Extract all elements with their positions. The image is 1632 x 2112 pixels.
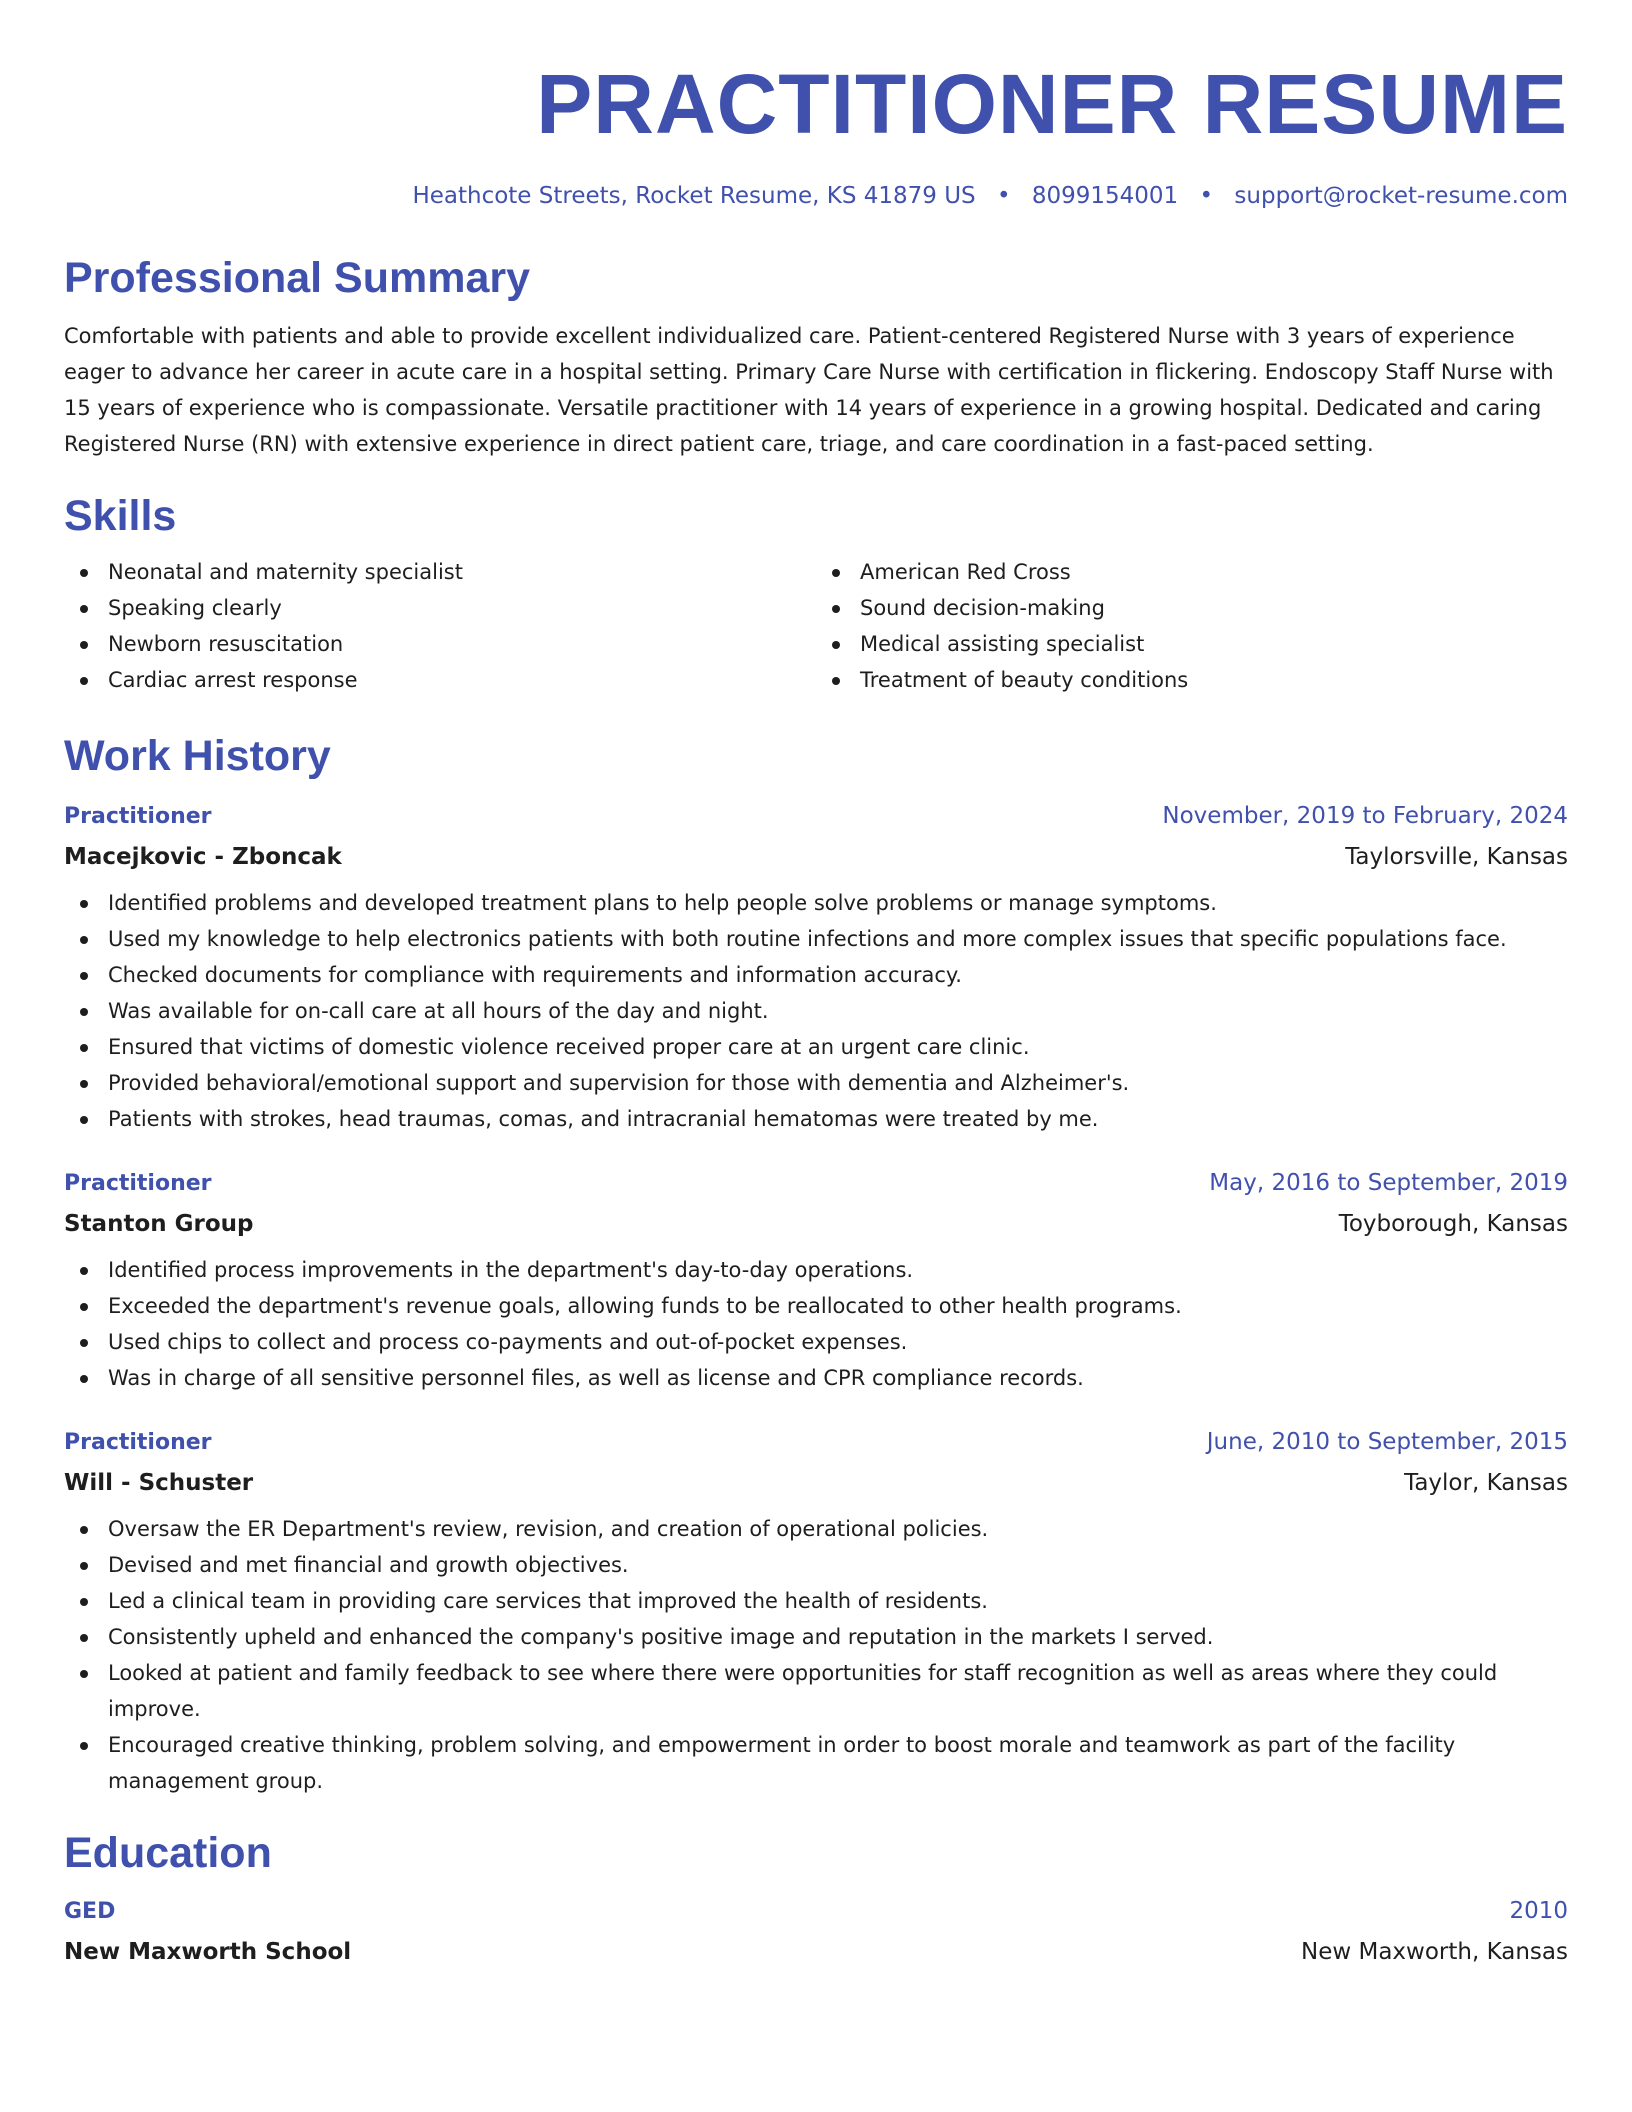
contact-phone: 8099154001 (1031, 183, 1179, 209)
job-bullet: Provided behavioral/emotional support and supervision for those with dementia and Alzheimer's. (64, 1065, 1568, 1101)
job-bullet: Oversaw the ER Department's review, revision, and creation of operational policies. (64, 1511, 1568, 1547)
job-bullet: Devised and met financial and growth objectives. (64, 1547, 1568, 1583)
job-title: Practitioner (64, 1171, 212, 1196)
job-company: Macejkovic - Zboncak (64, 844, 342, 870)
work-history-section (64, 728, 1568, 1799)
skill-item: Sound decision-making (816, 590, 1568, 626)
job-dates: May, 2016 to September, 2019 (1209, 1170, 1568, 1196)
job-title-row (64, 1163, 1568, 1204)
job-bullet: Checked documents for compliance with requirements and information accuracy. (64, 957, 1568, 993)
contact-email: support@rocket-resume.com (1234, 183, 1568, 209)
resume-name: PRACTITIONER RESUME (536, 57, 1568, 151)
job-company-row (64, 1463, 1568, 1503)
job-title: Practitioner (64, 804, 212, 829)
skill-item: Cardiac arrest response (64, 662, 816, 698)
job-bullets (64, 1511, 1568, 1799)
job-company: Stanton Group (64, 1211, 254, 1237)
job-bullet: Used my knowledge to help electronics patients with both routine infections and more complex issues that specific populations face. (64, 921, 1568, 957)
job-entry (64, 796, 1568, 1137)
education-location: New Maxworth, Kansas (1301, 1939, 1568, 1965)
contact-address: Heathcote Streets, Rocket Resume, KS 41879 US (412, 183, 976, 209)
skill-item: Medical assisting specialist (816, 626, 1568, 662)
skill-item: Treatment of beauty conditions (816, 662, 1568, 698)
education-year: 2010 (1509, 1898, 1568, 1924)
education-heading: Education (64, 1829, 272, 1877)
contact-separator: • (1199, 183, 1214, 209)
job-bullets (64, 1252, 1568, 1396)
skills-list-right (816, 554, 1568, 698)
job-entry (64, 1422, 1568, 1799)
skills-grid (64, 554, 1568, 698)
job-entry (64, 1163, 1568, 1396)
education-section (64, 1825, 1568, 1972)
resume-header (64, 0, 1568, 214)
job-bullet: Exceeded the department's revenue goals, allowing funds to be reallocated to other health programs. (64, 1288, 1568, 1324)
contact-line (64, 178, 1568, 214)
job-dates: June, 2010 to September, 2015 (1206, 1429, 1568, 1455)
skill-item: Newborn resuscitation (64, 626, 816, 662)
job-location: Taylorsville, Kansas (1345, 844, 1568, 870)
job-title: Practitioner (64, 1430, 212, 1455)
job-title-row (64, 796, 1568, 837)
job-bullets (64, 885, 1568, 1137)
contact-separator: • (996, 183, 1011, 209)
job-bullet: Patients with strokes, head traumas, comas, and intracranial hematomas were treated by me. (64, 1101, 1568, 1137)
job-bullet: Encouraged creative thinking, problem solving, and empowerment in order to boost morale and teamwork as part of the facility management group. (64, 1727, 1568, 1799)
education-degree-row (64, 1891, 1568, 1932)
skills-heading: Skills (64, 492, 177, 540)
job-dates: November, 2019 to February, 2024 (1162, 803, 1568, 829)
job-bullet: Identified problems and developed treatment plans to help people solve problems or manage symptoms. (64, 885, 1568, 921)
job-company-row (64, 837, 1568, 877)
skill-item: Speaking clearly (64, 590, 816, 626)
job-location: Toyborough, Kansas (1338, 1211, 1568, 1237)
education-school: New Maxworth School (64, 1939, 352, 1965)
job-company: Will - Schuster (64, 1470, 254, 1496)
job-bullet: Identified process improvements in the department's day-to-day operations. (64, 1252, 1568, 1288)
job-bullet: Was available for on-call care at all hours of the day and night. (64, 993, 1568, 1029)
skill-item: American Red Cross (816, 554, 1568, 590)
education-degree: GED (64, 1899, 116, 1924)
skills-section (64, 488, 1568, 698)
summary-heading: Professional Summary (64, 254, 531, 302)
job-bullet: Led a clinical team in providing care services that improved the health of residents. (64, 1583, 1568, 1619)
job-company-row (64, 1204, 1568, 1244)
skill-item: Neonatal and maternity specialist (64, 554, 816, 590)
job-bullet: Looked at patient and family feedback to see where there were opportunities for staff recognition as well as areas where they could improve. (64, 1655, 1568, 1727)
job-bullet: Consistently upheld and enhanced the company's positive image and reputation in the markets I served. (64, 1619, 1568, 1655)
education-entry (64, 1891, 1568, 1972)
skills-list-left (64, 554, 816, 698)
education-school-row (64, 1932, 1568, 1972)
job-bullet: Ensured that victims of domestic violence received proper care at an urgent care clinic. (64, 1029, 1568, 1065)
summary-text: Comfortable with patients and able to provide excellent individualized care. Patient-centered Registered Nurse with 3 years of experience eager to advance her career in acute care in a hospital setting. Primary Care Nurse with certification in flickering. Endoscopy Staff Nurse with 15 years of experience who is compassionate. Versatile practitioner with 14 years of experience in a growing hospital. Dedicated and caring Registered Nurse (RN) with extensive experience in direct patient care, triage, and care coordination in a fast-paced setting. (64, 324, 1554, 456)
summary-section (64, 250, 1568, 462)
job-bullet: Used chips to collect and process co-payments and out-of-pocket expenses. (64, 1324, 1568, 1360)
work-history-heading: Work History (64, 732, 331, 780)
job-bullet: Was in charge of all sensitive personnel files, as well as license and CPR compliance records. (64, 1360, 1568, 1396)
job-location: Taylor, Kansas (1404, 1470, 1568, 1496)
job-title-row (64, 1422, 1568, 1463)
